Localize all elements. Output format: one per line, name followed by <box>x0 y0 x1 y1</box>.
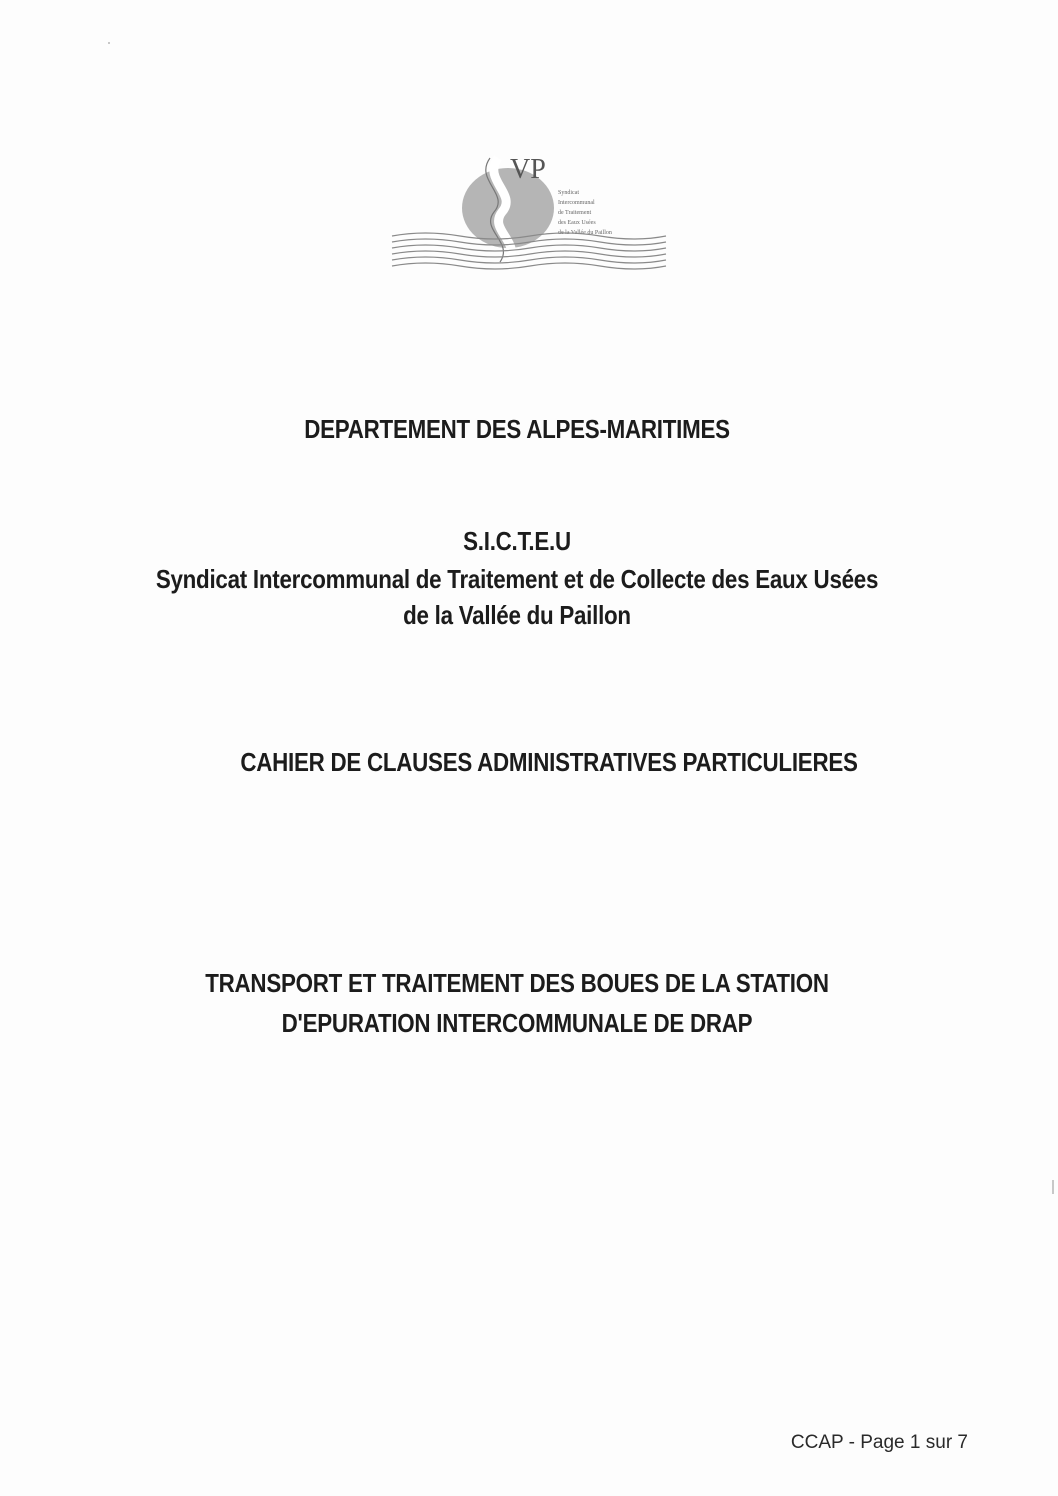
logo-monogram: VP <box>510 154 546 185</box>
logo-side-text-1: Syndicat <box>558 190 579 196</box>
syndicate-name: Syndicat Intercommunal de Traitement et de Collecte des Eaux Usées <box>155 564 879 594</box>
logo-side-text-3: de Traitement <box>558 210 592 216</box>
logo-side-text-4: des Eaux Usées <box>558 220 596 226</box>
scan-speck <box>1052 1180 1054 1194</box>
department-heading: DEPARTEMENT DES ALPES-MARITIMES <box>304 414 730 444</box>
sicteu-logo <box>390 150 668 272</box>
page-footer: CCAP - Page 1 sur 7 <box>790 1432 968 1453</box>
syndicate-location: de la Vallée du Paillon <box>403 600 631 630</box>
scan-speck <box>108 42 110 44</box>
syndicate-acronym: S.I.C.T.E.U <box>463 526 571 556</box>
document-type-title: CAHIER DE CLAUSES ADMINISTRATIVES PARTICULIERES <box>240 747 858 777</box>
logo-side-text-2: Intercommunal <box>558 200 595 206</box>
logo-side-text-5: de la Vallée du Paillon <box>558 230 612 236</box>
subject-line-2: D'EPURATION INTERCOMMUNALE DE DRAP <box>281 1008 753 1038</box>
subject-line-1: TRANSPORT ET TRAITEMENT DES BOUES DE LA STATION <box>205 968 829 998</box>
